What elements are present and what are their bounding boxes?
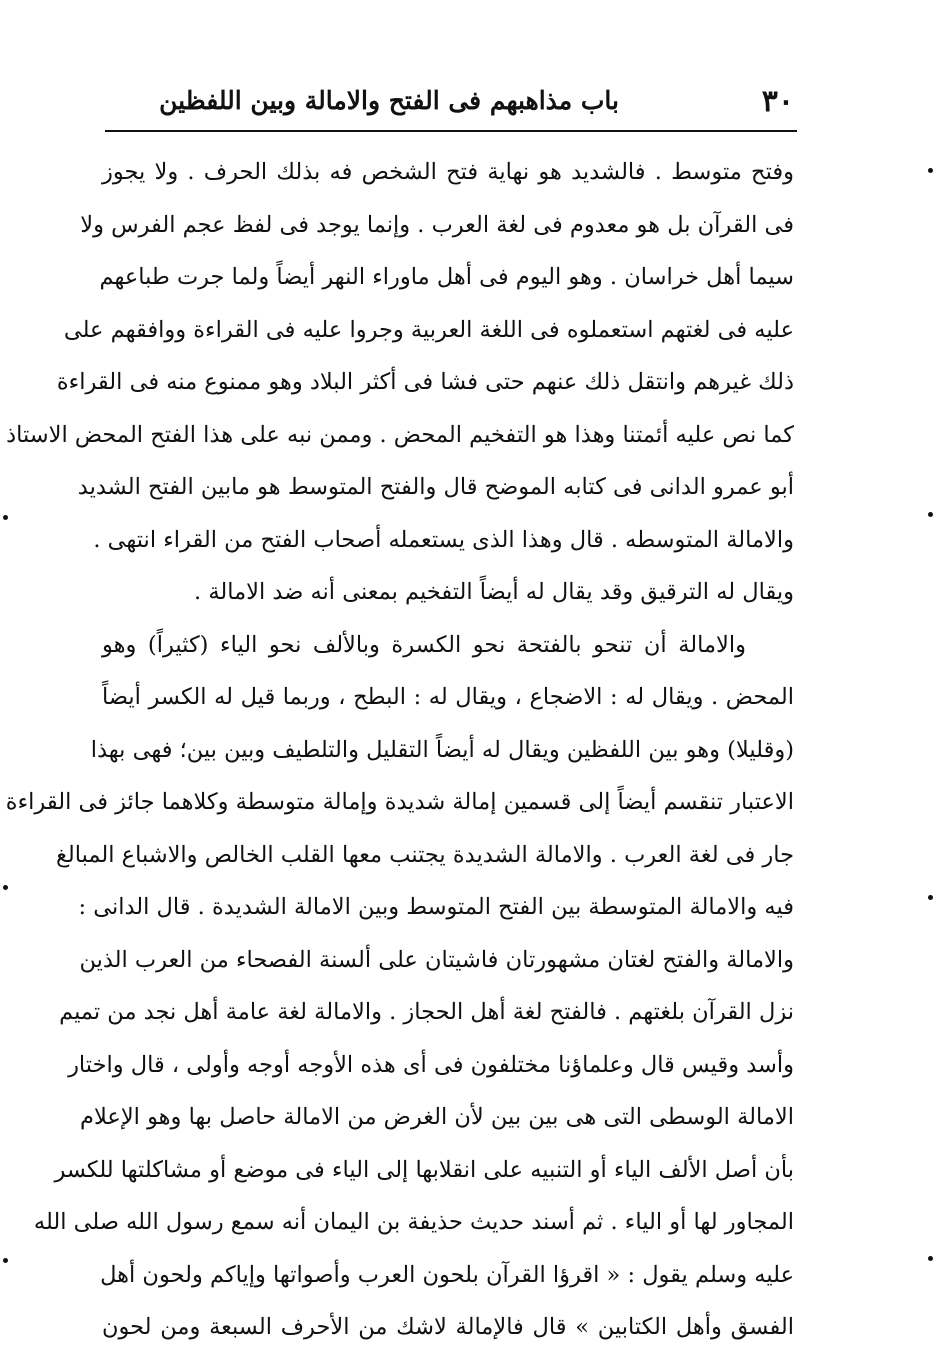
page-header (110, 78, 794, 126)
body-text (5, 146, 794, 1354)
text-line-12: (وقليلا) وهو بين اللفظين ويقال له أيضاً التقليل والتلطيف وبين بين؛ فهى بهذا (90, 736, 794, 763)
text-line-20: بأن أصل الألف الياء أو التنبيه على انقلابها إلى الياء فى موضع أو مشاكلتها للكسر (54, 1156, 794, 1183)
margin-mark-left-3 (3, 1258, 8, 1263)
margin-mark-right-3 (928, 895, 933, 900)
text-line-10: والامالة أن تنحو بالفتحة نحو الكسرة وبالألف نحو الياء (كثيراً) وهو (102, 631, 746, 658)
margin-mark-right-4 (928, 1256, 933, 1261)
header-rule (105, 130, 797, 132)
text-line-21: المجاور لها أو الياء . ثم أسند حديث حذيفة بن اليمان أنه سمع رسول الله صلى الله (33, 1209, 794, 1235)
text-line-8: والامالة المتوسطه . قال وهذا الذى يستعمله أصحاب الفتح من القراء انتهى . (93, 526, 794, 553)
text-line-7: أبو عمرو الدانى فى كتابه الموضح قال والفتح المتوسط هو مابين الفتح الشديد (77, 474, 794, 500)
running-title: باب مذاهبهم فى الفتح والامالة وبين اللفظين (159, 86, 619, 115)
margin-mark-right-1 (928, 168, 933, 173)
text-line-15: فيه والامالة المتوسطة بين الفتح المتوسط وبين الامالة الشديدة . قال الدانى : (78, 894, 794, 920)
margin-mark-right-2 (928, 512, 933, 517)
text-line-19: الامالة الوسطى التى هى بين بين لأن الغرض من الامالة حاصل بها وهو الإعلام (80, 1104, 794, 1130)
text-line-16: والامالة والفتح لغتان مشهورتان فاشيتان على ألسنة الفصحاء من العرب الذين (79, 946, 794, 973)
text-line-4: عليه فى لغتهم استعملوه فى اللغة العربية وجروا عليه فى القراءة ووافقهم على (63, 316, 794, 343)
text-line-9: ويقال له الترقيق وقد يقال له أيضاً التفخيم بمعنى أنه ضد الامالة . (194, 579, 794, 605)
text-line-3: سيما أهل خراسان . وهو اليوم فى أهل ماوراء النهر أيضاً ولما جرت طباعهم (99, 264, 794, 290)
text-line-11: المحض . ويقال له : الاضجاع ، ويقال له : البطح ، وربما قيل له الكسر أيضاً (102, 684, 794, 710)
text-line-6: كما نص عليه أئمتنا وهذا هو التفخيم المحض . وممن نبه على هذا الفتح المحض الاستاذ (6, 421, 794, 448)
text-line-18: وأسد وقيس قال وعلماؤنا مختلفون فى أى هذه الأوجه أوجه وأولى ، قال واختار (68, 1051, 794, 1078)
margin-mark-left-2 (3, 885, 8, 890)
margin-mark-left-1 (3, 515, 8, 520)
text-line-1: وفتح متوسط . فالشديد هو نهاية فتح الشخص فه بذلك الحرف . ولا يجوز (102, 159, 794, 185)
text-line-17: نزل القرآن بلغتهم . فالفتح لغة أهل الحجاز . والامالة لغة عامة أهل نجد من تميم (59, 999, 794, 1025)
text-line-23: الفسق وأهل الكتابين » قال فالإمالة لاشك من الأحرف السبعة ومن لحون (102, 1314, 794, 1340)
text-line-5: ذلك غيرهم وانتقل ذلك عنهم حتى فشا فى أكثر البلاد وهو ممنوع منه فى القراءة (56, 369, 794, 395)
page-number: ٣٠ (761, 84, 794, 119)
text-line-22: عليه وسلم يقول : « اقرؤا القرآن بلحون العرب وأصواتها وإياكم ولحون أهل (100, 1261, 794, 1288)
text-line-13: الاعتبار تنقسم أيضاً إلى قسمين إمالة شديدة وإمالة متوسطة وكلاهما جائز فى القراءة (5, 789, 794, 815)
text-line-14: جار فى لغة العرب . والامالة الشديدة يجتنب معها القلب الخالص والاشباع المبالغ (55, 841, 794, 868)
text-line-2: فى القرآن بل هو معدوم فى لغة العرب . وإنما يوجد فى لفظ عجم الفرس ولا (80, 211, 794, 238)
